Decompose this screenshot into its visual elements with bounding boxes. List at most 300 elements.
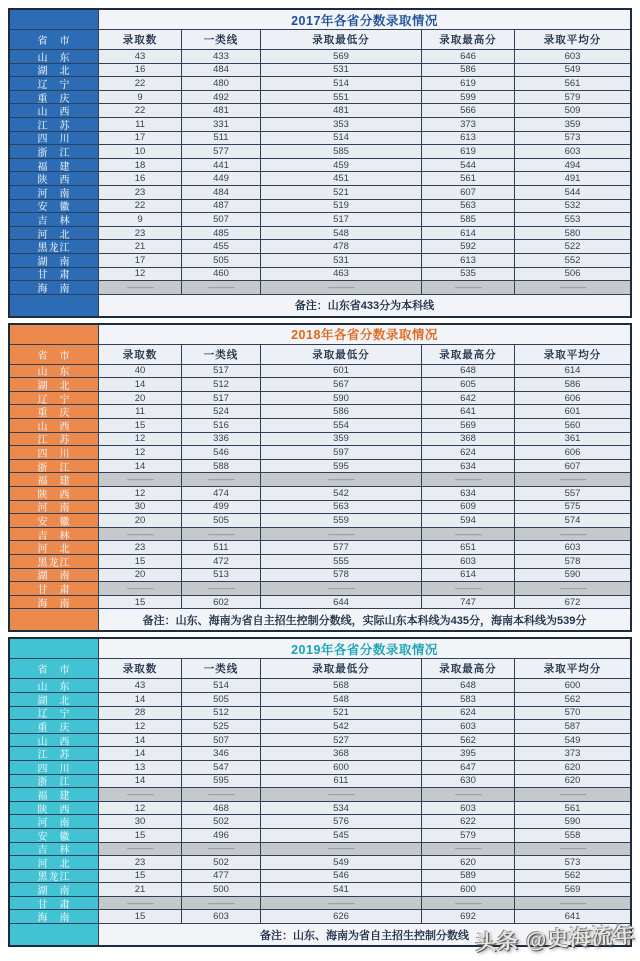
data-cell: ——— — [261, 582, 421, 595]
data-cell: ——— — [99, 788, 181, 801]
column-header: 录取平均分 — [515, 30, 630, 49]
column-header: 录取最高分 — [422, 345, 514, 364]
data-cell: 20 — [99, 569, 181, 582]
table-note: 备注：山东省433分为本科线 — [99, 295, 630, 316]
province-cell: 黑龙江 — [10, 555, 98, 568]
data-cell: 601 — [261, 365, 421, 378]
data-cell: 561 — [515, 77, 630, 90]
data-cell: 487 — [182, 200, 260, 213]
province-cell: 湖 北 — [10, 693, 98, 706]
data-cell: 507 — [182, 213, 260, 226]
data-cell: 514 — [261, 132, 421, 145]
table-title: 2019年各省分数录取情况 — [99, 639, 630, 658]
data-cell: 484 — [182, 64, 260, 77]
province-cell: 吉 林 — [10, 213, 98, 226]
data-cell: ——— — [422, 281, 514, 294]
data-cell: 505 — [182, 254, 260, 267]
data-cell: 562 — [515, 693, 630, 706]
score-table-2018 — [8, 323, 632, 633]
data-cell: 603 — [182, 910, 260, 923]
data-cell: 561 — [422, 172, 514, 185]
data-cell: 606 — [515, 446, 630, 459]
data-cell: 560 — [515, 419, 630, 432]
note-corner-blank — [10, 295, 98, 316]
data-cell: 569 — [515, 883, 630, 896]
data-cell: ——— — [182, 528, 260, 541]
province-cell: 江 苏 — [10, 118, 98, 131]
data-cell: 507 — [182, 734, 260, 747]
column-header: 录取最高分 — [422, 30, 514, 49]
data-cell: 747 — [422, 596, 514, 609]
data-cell: 14 — [99, 734, 181, 747]
data-cell: 634 — [422, 487, 514, 500]
data-cell: ——— — [515, 788, 630, 801]
data-cell: 15 — [99, 419, 181, 432]
province-cell: 浙 江 — [10, 775, 98, 788]
data-cell: 455 — [182, 240, 260, 253]
data-cell: 552 — [515, 254, 630, 267]
data-cell: ——— — [99, 528, 181, 541]
data-cell: 15 — [99, 555, 181, 568]
data-cell: ——— — [261, 473, 421, 486]
data-cell: 563 — [261, 501, 421, 514]
province-cell: 浙 江 — [10, 460, 98, 473]
data-cell: ——— — [261, 843, 421, 856]
data-cell: 555 — [261, 555, 421, 568]
province-cell: 福 建 — [10, 473, 98, 486]
data-cell: 514 — [182, 679, 260, 692]
data-cell: 626 — [261, 910, 421, 923]
data-cell: 630 — [422, 775, 514, 788]
data-cell: 521 — [261, 186, 421, 199]
data-cell: 500 — [182, 883, 260, 896]
province-cell: 山 西 — [10, 734, 98, 747]
corner-province-label: 省 市 — [10, 345, 98, 364]
data-cell: 459 — [261, 159, 421, 172]
data-cell: ——— — [515, 473, 630, 486]
data-cell: 620 — [422, 856, 514, 869]
data-cell: 12 — [99, 268, 181, 281]
data-cell: 22 — [99, 77, 181, 90]
province-cell: 辽 宁 — [10, 392, 98, 405]
data-cell: 605 — [422, 378, 514, 391]
data-cell: 478 — [261, 240, 421, 253]
province-cell: 安 徽 — [10, 514, 98, 527]
data-cell: ——— — [99, 897, 181, 910]
province-cell: 湖 南 — [10, 569, 98, 582]
province-cell: 海 南 — [10, 596, 98, 609]
data-cell: 624 — [422, 446, 514, 459]
data-cell: 512 — [182, 378, 260, 391]
data-cell: 361 — [515, 433, 630, 446]
data-cell: 9 — [99, 213, 181, 226]
data-cell: 23 — [99, 856, 181, 869]
data-cell: 672 — [515, 596, 630, 609]
column-header: 录取最高分 — [422, 659, 514, 678]
data-cell: 601 — [515, 405, 630, 418]
data-cell: 474 — [182, 487, 260, 500]
province-cell: 辽 宁 — [10, 707, 98, 720]
province-cell: 河 北 — [10, 541, 98, 554]
data-cell: 644 — [261, 596, 421, 609]
data-cell: 553 — [515, 213, 630, 226]
data-cell: 558 — [515, 829, 630, 842]
data-cell: 368 — [422, 433, 514, 446]
data-cell: 542 — [261, 487, 421, 500]
data-cell: 468 — [182, 802, 260, 815]
data-cell: 588 — [182, 460, 260, 473]
table-note: 备注：山东、海南为省自主招生控制分数线，实际山东本科线为435分，海南本科线为539分 — [99, 609, 630, 630]
data-cell: 578 — [261, 569, 421, 582]
data-cell: 12 — [99, 433, 181, 446]
province-cell: 河 南 — [10, 186, 98, 199]
data-cell: 484 — [182, 186, 260, 199]
data-cell: 472 — [182, 555, 260, 568]
data-cell: 521 — [261, 707, 421, 720]
column-header: 录取最低分 — [261, 30, 421, 49]
data-cell: 606 — [515, 392, 630, 405]
data-cell: 648 — [422, 365, 514, 378]
data-cell: 43 — [99, 679, 181, 692]
data-cell: ——— — [422, 788, 514, 801]
data-cell: 22 — [99, 200, 181, 213]
data-cell: 23 — [99, 541, 181, 554]
data-cell: 562 — [515, 870, 630, 883]
data-cell: 505 — [182, 693, 260, 706]
data-cell: 549 — [261, 856, 421, 869]
data-cell: 609 — [422, 501, 514, 514]
province-cell: 山 东 — [10, 50, 98, 63]
score-table-2019 — [8, 637, 632, 947]
data-cell: 517 — [261, 213, 421, 226]
data-cell: 43 — [99, 50, 181, 63]
data-cell: ——— — [422, 897, 514, 910]
data-cell: 11 — [99, 405, 181, 418]
table-corner-blank — [10, 325, 98, 344]
province-cell: 福 建 — [10, 788, 98, 801]
data-cell: 579 — [422, 829, 514, 842]
data-cell: 40 — [99, 365, 181, 378]
data-cell: 575 — [515, 501, 630, 514]
column-header: 一类线 — [182, 659, 260, 678]
data-cell: 544 — [422, 159, 514, 172]
data-cell: ——— — [515, 897, 630, 910]
data-cell: 603 — [422, 720, 514, 733]
province-cell: 江 苏 — [10, 433, 98, 446]
data-cell: 597 — [261, 446, 421, 459]
data-cell: 12 — [99, 487, 181, 500]
corner-province-label: 省 市 — [10, 30, 98, 49]
data-cell: ——— — [515, 582, 630, 595]
data-cell: 511 — [182, 132, 260, 145]
data-cell: 522 — [515, 240, 630, 253]
province-cell: 安 徽 — [10, 829, 98, 842]
data-cell: 22 — [99, 104, 181, 117]
data-cell: 12 — [99, 446, 181, 459]
data-cell: 613 — [422, 254, 514, 267]
data-cell: 544 — [515, 186, 630, 199]
province-cell: 辽 宁 — [10, 77, 98, 90]
data-cell: 614 — [422, 227, 514, 240]
data-cell: 647 — [422, 761, 514, 774]
data-cell: 12 — [99, 802, 181, 815]
data-cell: 567 — [261, 378, 421, 391]
data-cell: 594 — [422, 514, 514, 527]
data-cell: 30 — [99, 815, 181, 828]
data-cell: 562 — [422, 734, 514, 747]
province-cell: 河 北 — [10, 227, 98, 240]
data-cell: 546 — [261, 870, 421, 883]
province-cell: 四 川 — [10, 761, 98, 774]
data-cell: 641 — [515, 910, 630, 923]
data-cell: ——— — [261, 528, 421, 541]
province-cell: 安 徽 — [10, 200, 98, 213]
data-cell: 531 — [261, 64, 421, 77]
data-cell: 353 — [261, 118, 421, 131]
data-cell: 646 — [422, 50, 514, 63]
data-cell: 586 — [261, 405, 421, 418]
score-table-2017 — [8, 8, 632, 318]
data-cell: 547 — [182, 761, 260, 774]
data-cell: 21 — [99, 240, 181, 253]
data-cell: 648 — [422, 679, 514, 692]
data-cell: 519 — [261, 200, 421, 213]
province-cell: 甘 肃 — [10, 268, 98, 281]
data-cell: 525 — [182, 720, 260, 733]
data-cell: 607 — [422, 186, 514, 199]
province-cell: 山 东 — [10, 365, 98, 378]
column-header: 录取数 — [99, 30, 181, 49]
data-cell: 563 — [422, 200, 514, 213]
data-cell: 587 — [515, 720, 630, 733]
province-cell: 重 庆 — [10, 91, 98, 104]
data-cell: 506 — [515, 268, 630, 281]
province-cell: 陕 西 — [10, 172, 98, 185]
data-cell: 641 — [422, 405, 514, 418]
province-cell: 海 南 — [10, 910, 98, 923]
data-cell: 14 — [99, 693, 181, 706]
data-cell: 17 — [99, 132, 181, 145]
province-cell: 山 西 — [10, 104, 98, 117]
data-cell: 585 — [422, 213, 514, 226]
data-cell: 28 — [99, 707, 181, 720]
data-cell: 14 — [99, 775, 181, 788]
province-cell: 吉 林 — [10, 843, 98, 856]
data-cell: 548 — [261, 227, 421, 240]
data-cell: 590 — [261, 392, 421, 405]
data-cell: 496 — [182, 829, 260, 842]
data-cell: 542 — [261, 720, 421, 733]
data-cell: 603 — [515, 145, 630, 158]
data-cell: 494 — [515, 159, 630, 172]
data-cell: 449 — [182, 172, 260, 185]
data-cell: 561 — [515, 802, 630, 815]
data-cell: 619 — [422, 77, 514, 90]
data-cell: ——— — [182, 473, 260, 486]
data-cell: 463 — [261, 268, 421, 281]
data-cell: 590 — [515, 815, 630, 828]
data-cell: ——— — [99, 281, 181, 294]
data-cell: 16 — [99, 172, 181, 185]
data-cell: 532 — [515, 200, 630, 213]
data-cell: 16 — [99, 64, 181, 77]
data-cell: 613 — [422, 132, 514, 145]
data-cell: 20 — [99, 392, 181, 405]
data-cell: 634 — [422, 460, 514, 473]
data-cell: 485 — [182, 227, 260, 240]
data-cell: 535 — [422, 268, 514, 281]
data-cell: 433 — [182, 50, 260, 63]
data-cell: 481 — [261, 104, 421, 117]
data-cell: 569 — [422, 419, 514, 432]
data-cell: 13 — [99, 761, 181, 774]
data-cell: 9 — [99, 91, 181, 104]
data-cell: 20 — [99, 514, 181, 527]
table-title: 2017年各省分数录取情况 — [99, 10, 630, 29]
data-cell: 15 — [99, 596, 181, 609]
data-cell: 14 — [99, 747, 181, 760]
data-cell: ——— — [99, 473, 181, 486]
data-cell: 574 — [515, 514, 630, 527]
province-cell: 四 川 — [10, 132, 98, 145]
data-cell: 600 — [515, 679, 630, 692]
data-cell: ——— — [182, 788, 260, 801]
data-cell: 11 — [99, 118, 181, 131]
province-cell: 黑龙江 — [10, 870, 98, 883]
data-cell: 359 — [515, 118, 630, 131]
data-cell: 624 — [422, 707, 514, 720]
data-cell: 512 — [182, 707, 260, 720]
data-cell: 346 — [182, 747, 260, 760]
data-cell: 576 — [261, 815, 421, 828]
province-cell: 山 西 — [10, 419, 98, 432]
province-cell: 陕 西 — [10, 487, 98, 500]
province-cell: 重 庆 — [10, 405, 98, 418]
data-cell: 559 — [261, 514, 421, 527]
data-cell: 505 — [182, 514, 260, 527]
data-cell: 603 — [422, 555, 514, 568]
data-cell: 603 — [422, 802, 514, 815]
data-cell: 460 — [182, 268, 260, 281]
data-cell: 14 — [99, 460, 181, 473]
data-cell: 18 — [99, 159, 181, 172]
data-cell: 614 — [515, 365, 630, 378]
data-cell: 480 — [182, 77, 260, 90]
data-cell: 614 — [422, 569, 514, 582]
province-cell: 甘 肃 — [10, 582, 98, 595]
data-cell: 573 — [515, 856, 630, 869]
data-cell: 585 — [261, 145, 421, 158]
data-cell: 14 — [99, 378, 181, 391]
table-corner-blank — [10, 10, 98, 29]
data-cell: 517 — [182, 392, 260, 405]
data-cell: 579 — [515, 91, 630, 104]
data-cell: 551 — [261, 91, 421, 104]
data-cell: 603 — [515, 541, 630, 554]
province-cell: 湖 南 — [10, 883, 98, 896]
data-cell: ——— — [99, 843, 181, 856]
data-cell: 541 — [261, 883, 421, 896]
province-cell: 四 川 — [10, 446, 98, 459]
data-cell: 651 — [422, 541, 514, 554]
data-cell: 549 — [515, 64, 630, 77]
data-cell: 573 — [515, 132, 630, 145]
province-cell: 河 北 — [10, 856, 98, 869]
data-cell: 513 — [182, 569, 260, 582]
data-cell: 600 — [261, 761, 421, 774]
data-cell: ——— — [182, 843, 260, 856]
data-cell: 589 — [422, 870, 514, 883]
data-cell: 620 — [515, 761, 630, 774]
province-cell: 重 庆 — [10, 720, 98, 733]
data-cell: ——— — [515, 281, 630, 294]
column-header: 录取最低分 — [261, 345, 421, 364]
data-cell: 554 — [261, 419, 421, 432]
data-cell: 620 — [515, 775, 630, 788]
data-cell: 502 — [182, 815, 260, 828]
data-cell: 534 — [261, 802, 421, 815]
province-cell: 黑龙江 — [10, 240, 98, 253]
column-header: 一类线 — [182, 30, 260, 49]
note-corner-blank — [10, 609, 98, 630]
data-cell: 607 — [515, 460, 630, 473]
watermark: 头条 @史海流年 — [474, 923, 636, 956]
data-cell: 548 — [261, 693, 421, 706]
data-cell: 509 — [515, 104, 630, 117]
province-cell: 河 南 — [10, 501, 98, 514]
province-cell: 陕 西 — [10, 802, 98, 815]
data-cell: 622 — [422, 815, 514, 828]
data-cell: 578 — [515, 555, 630, 568]
data-cell: 577 — [261, 541, 421, 554]
data-cell: ——— — [422, 473, 514, 486]
data-cell: 545 — [261, 829, 421, 842]
data-cell: 592 — [422, 240, 514, 253]
data-cell: 583 — [422, 693, 514, 706]
data-cell: 595 — [182, 775, 260, 788]
data-cell: 692 — [422, 910, 514, 923]
province-cell: 山 东 — [10, 679, 98, 692]
data-cell: 600 — [422, 883, 514, 896]
data-cell: 557 — [515, 487, 630, 500]
data-cell: 590 — [515, 569, 630, 582]
data-cell: 595 — [261, 460, 421, 473]
data-cell: 451 — [261, 172, 421, 185]
data-cell: 373 — [515, 747, 630, 760]
data-cell: 15 — [99, 829, 181, 842]
data-cell: 568 — [261, 679, 421, 692]
data-cell: 517 — [182, 365, 260, 378]
province-cell: 湖 南 — [10, 254, 98, 267]
column-header: 录取平均分 — [515, 345, 630, 364]
data-cell: 566 — [422, 104, 514, 117]
data-cell: 527 — [261, 734, 421, 747]
data-cell: 619 — [422, 145, 514, 158]
data-cell: 531 — [261, 254, 421, 267]
data-cell: 10 — [99, 145, 181, 158]
column-header: 录取数 — [99, 659, 181, 678]
data-cell: 516 — [182, 419, 260, 432]
data-cell: 441 — [182, 159, 260, 172]
data-cell: ——— — [515, 528, 630, 541]
column-header: 一类线 — [182, 345, 260, 364]
data-cell: 569 — [261, 50, 421, 63]
data-cell: 30 — [99, 501, 181, 514]
data-cell: 373 — [422, 118, 514, 131]
data-cell: ——— — [515, 843, 630, 856]
data-cell: 331 — [182, 118, 260, 131]
province-cell: 福 建 — [10, 159, 98, 172]
